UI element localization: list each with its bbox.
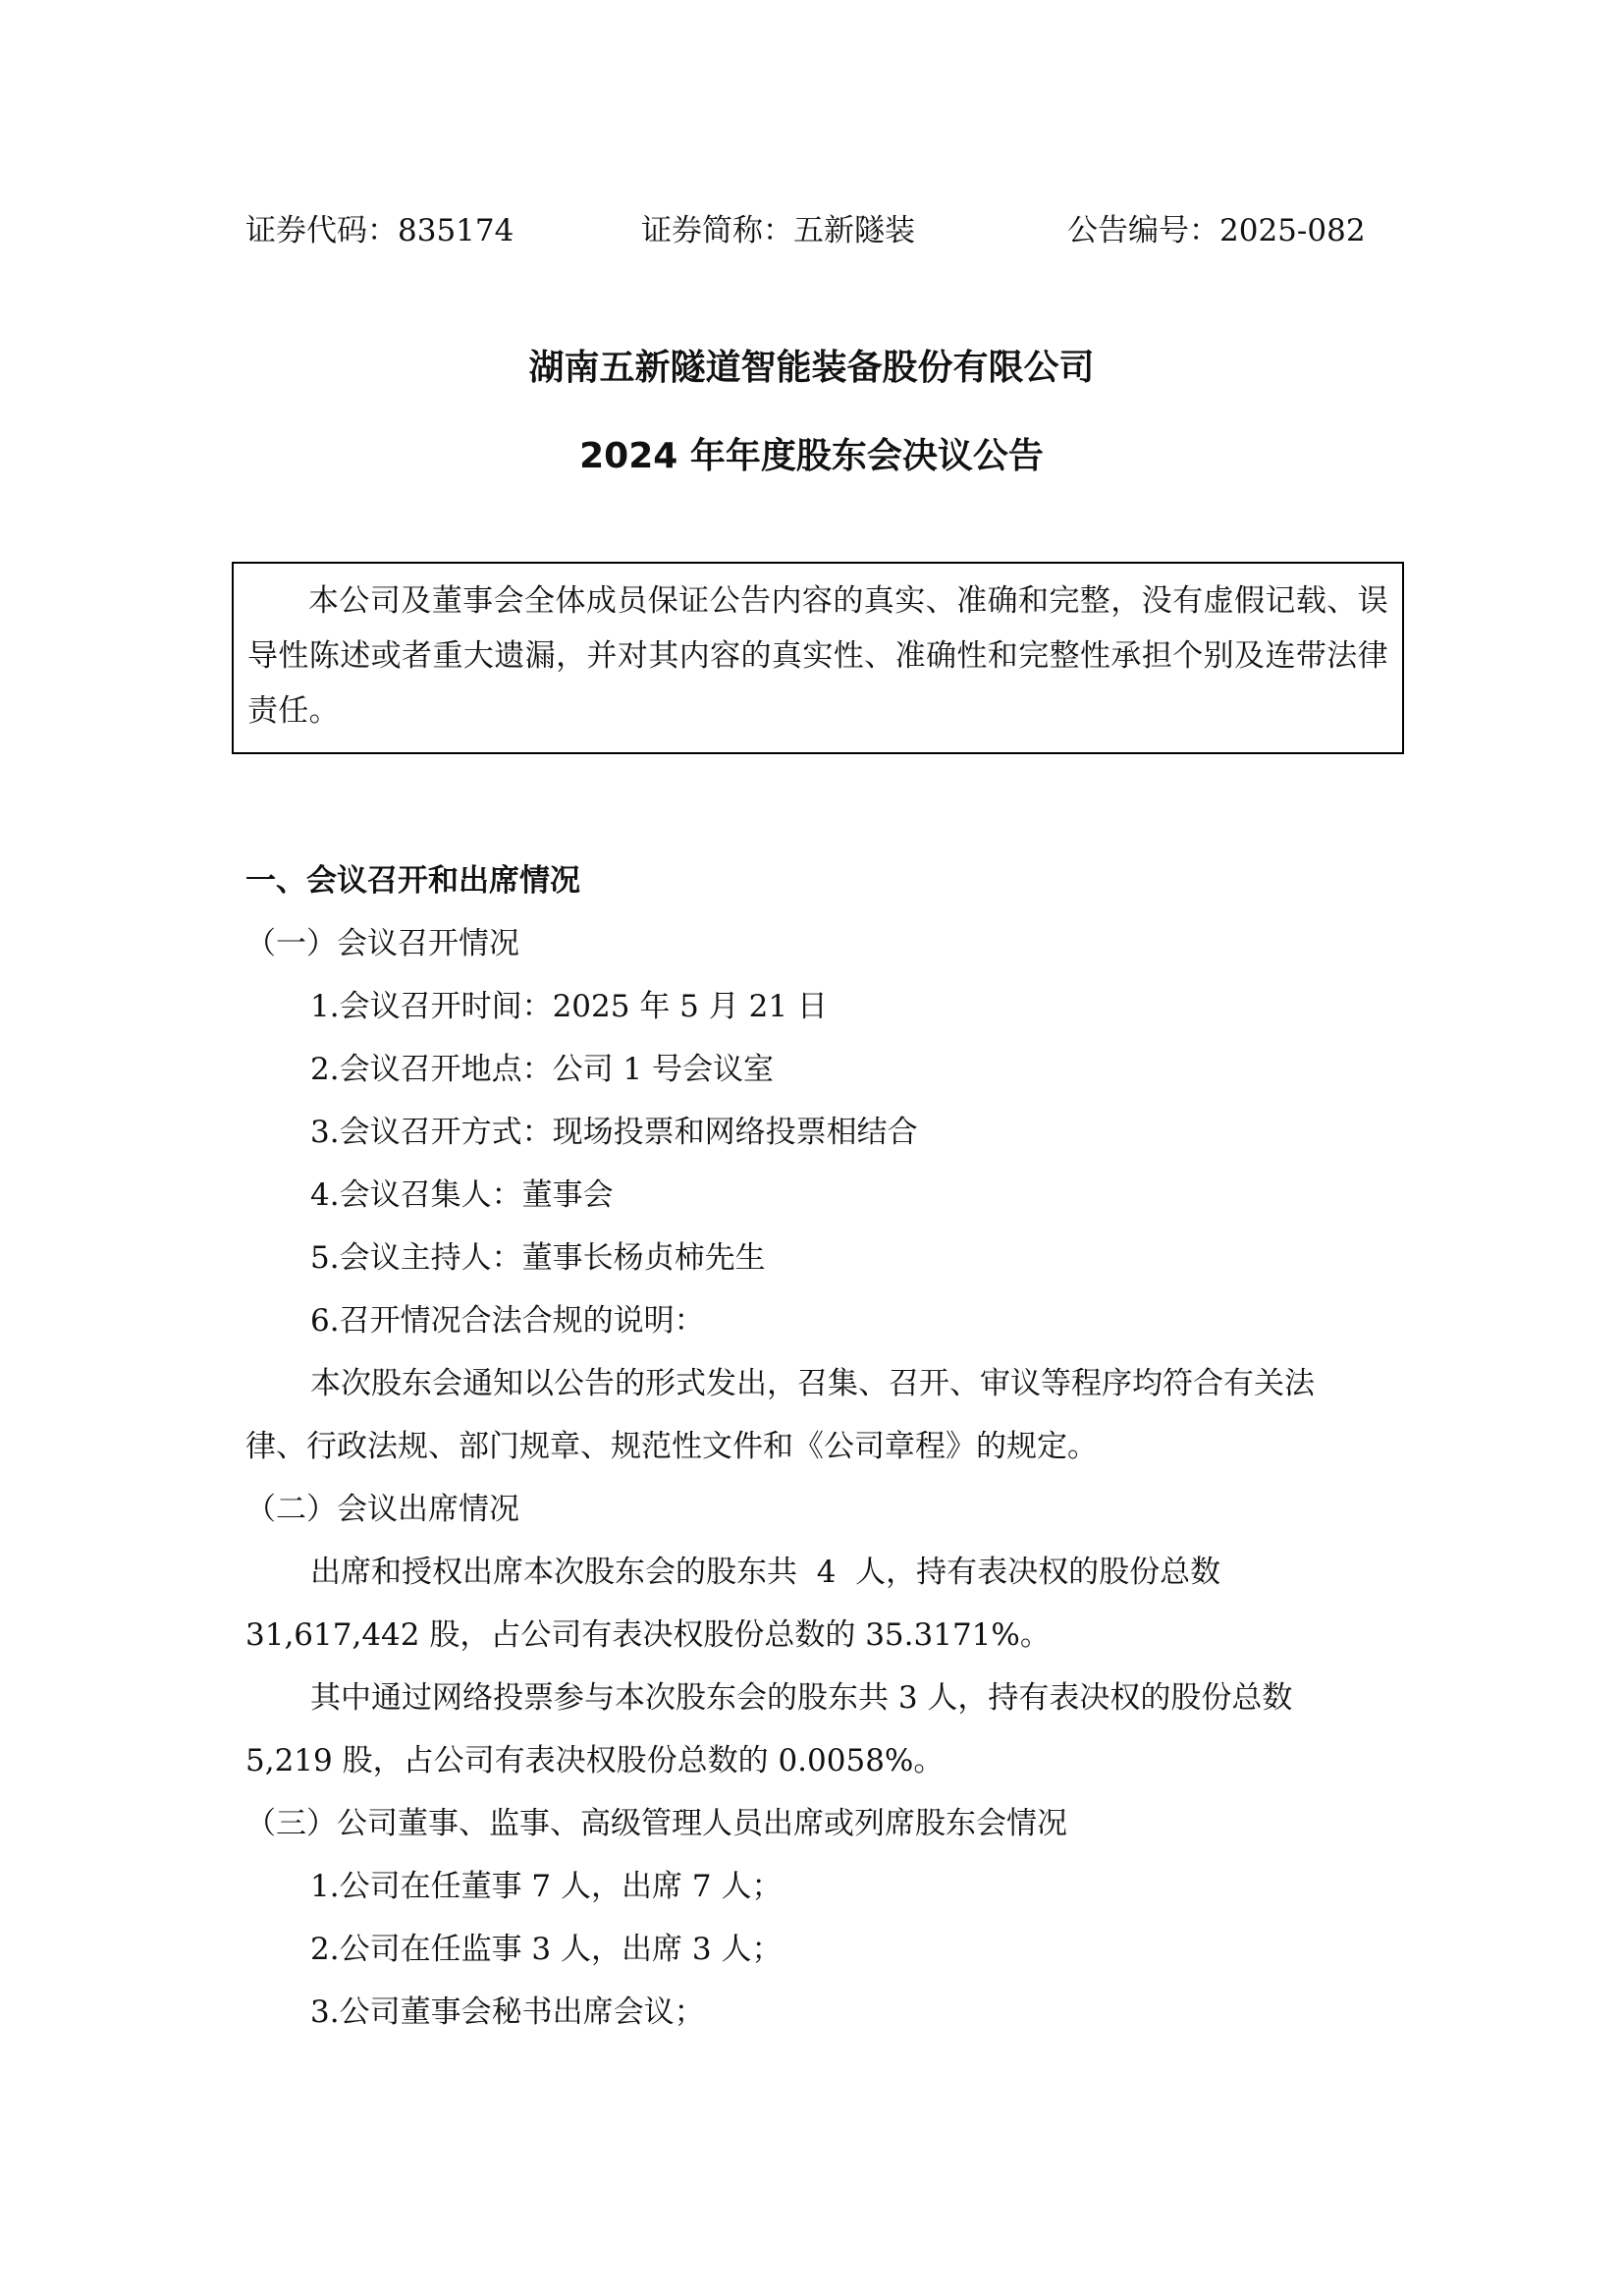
disclaimer-text: 本公司及董事会全体成员保证公告内容的真实、准确和完整，没有虚假记载、误导性陈述或者重大遗漏，并对其内容的真实性、准确性和完整性承担个别及连带法律责任。 [247,583,1388,729]
list-item: 4.会议召集人：董事会 [310,1177,614,1213]
paragraph-line: 5,219 股，占公司有表决权股份总数的 0.0058%。 [245,1743,945,1778]
document-body [245,849,1384,2044]
paragraph-line: 31,617,442 股，占公司有表决权股份总数的 35.3171%。 [245,1617,1051,1653]
list-item: 6.召开情况合法合规的说明： [310,1303,705,1339]
list-item: 2.会议召开地点：公司 1 号会议室 [310,1052,775,1087]
company-title: 湖南五新隧道智能装备股份有限公司 [528,348,1095,388]
document-title: 2024 年年度股东会决议公告 [579,436,1044,476]
security-code: 证券代码：835174 [245,213,514,248]
paragraph-line: 其中通过网络投票参与本次股东会的股东共 3 人，持有表决权的股份总数 [310,1680,1293,1716]
list-item: 2.公司在任监事 3 人，出席 3 人； [310,1932,783,1967]
disclaimer-box [232,562,1404,754]
subsection-heading: （三）公司董事、监事、高级管理人员出席或列席股东会情况 [245,1806,1067,1841]
list-item: 3.公司董事会秘书出席会议； [310,1995,705,2030]
list-item: 1.公司在任董事 7 人，出席 7 人； [310,1869,783,1904]
section-heading: 一、会议召开和出席情况 [245,863,580,899]
subsection-heading: （一）会议召开情况 [245,926,519,961]
list-item: 1.会议召开时间：2025 年 5 月 21 日 [310,989,828,1024]
paragraph-line: 律、行政法规、部门规章、规范性文件和《公司章程》的规定。 [245,1429,1098,1464]
notice-number: 公告编号：2025-082 [1067,213,1366,248]
list-item: 5.会议主持人：董事长杨贞柿先生 [310,1240,766,1276]
paragraph-line: 出席和授权出席本次股东会的股东共 4 人，持有表决权的股份总数 [310,1555,1221,1590]
paragraph-line: 本次股东会通知以公告的形式发出，召集、召开、审议等程序均符合有关法 [310,1366,1315,1401]
document-header [245,206,1375,255]
subsection-heading: （二）会议出席情况 [245,1492,519,1527]
security-short-name: 证券简称：五新隧装 [641,213,915,248]
list-item: 3.会议召开方式：现场投票和网络投票相结合 [310,1115,918,1150]
